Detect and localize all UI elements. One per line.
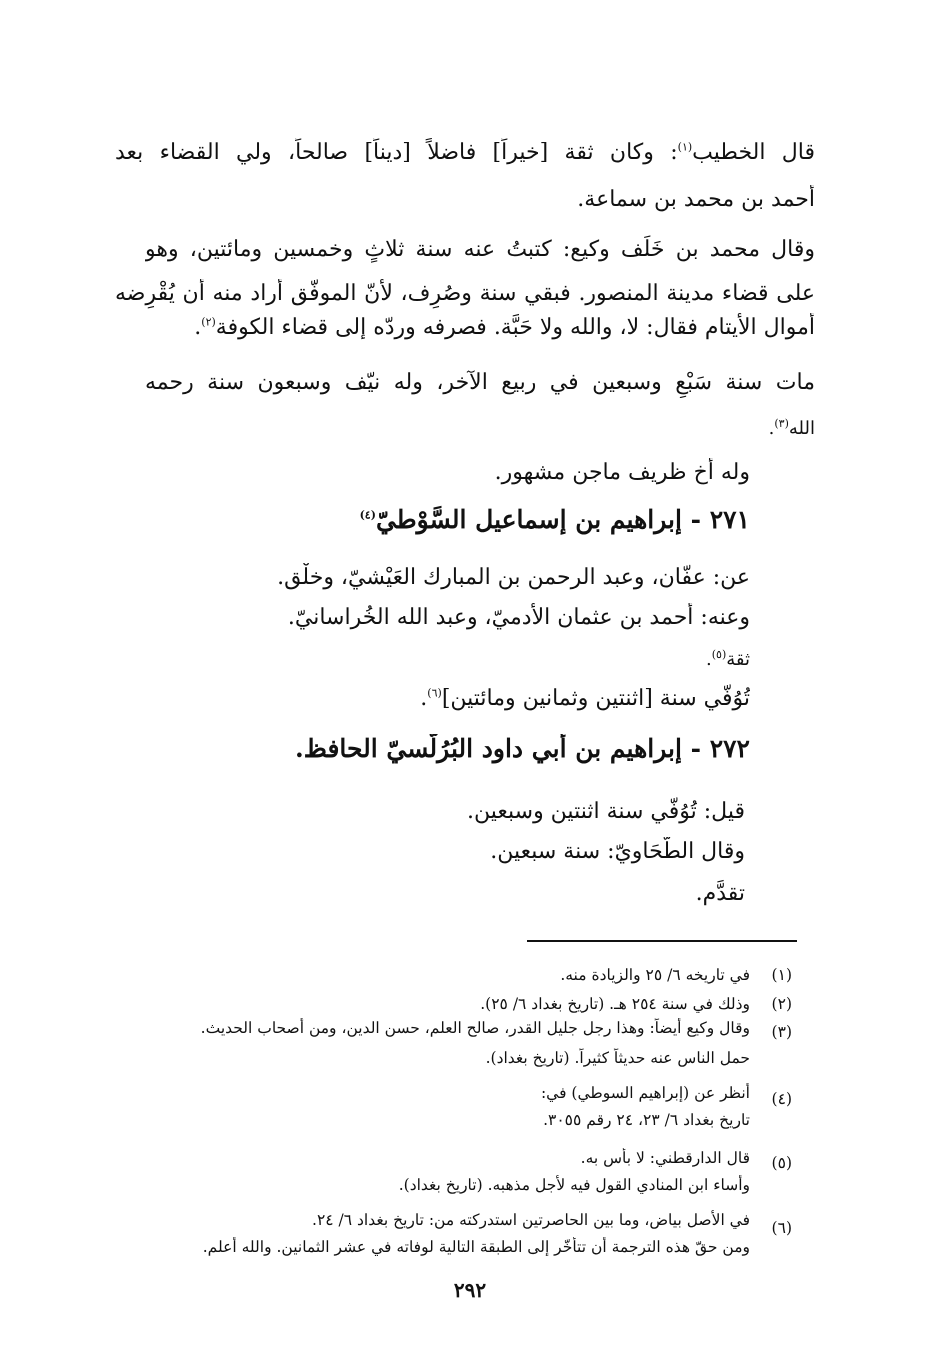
entry-line-text: تقدَّم. <box>695 881 745 906</box>
body-line <box>115 185 815 215</box>
body-line <box>145 368 815 398</box>
footnote-ref: (٤) <box>359 508 376 522</box>
footnote-number: (٥) <box>771 1154 792 1172</box>
body-line <box>115 279 815 309</box>
entry-line <box>50 563 750 593</box>
footnote-text: وقال وكيع أيضاً: وهذا رجل جليل القدر، صالح العلم، حسن الدين، ومن أصحاب الحديث. <box>200 1019 750 1037</box>
footnote-number: (٤) <box>771 1090 792 1108</box>
entry-heading-text: ٢٧٢ - إبراهيم بن أبي داود البُرُلُّسيّ الحافظ. <box>295 734 750 763</box>
entry-line-text: وقال الطَّحَاويّ: سنة سبعين. <box>490 839 745 864</box>
footnote-text: حمل الناس عنه حديثاً كثيراً. (تاريخ بغداد). <box>485 1049 750 1067</box>
entry-line-text: عن: عفّان، وعبد الرحمن بن المبارك العَيْشيّ، وخلْق. <box>277 565 750 590</box>
body-line-text: مات سنة سَبْعٍ وسبعين في ربيع الآخر، وله نيّف وسبعون سنة رحمه <box>145 370 815 395</box>
entry-line <box>50 684 750 714</box>
entry-line-rest: . <box>705 649 712 670</box>
footnote-separator <box>527 940 797 942</box>
footnote-text: وذلك في سنة ٢٥٤ هـ. (تاريخ بغداد ٦/ ٢٥). <box>480 995 750 1013</box>
entry-line-text: وعنه: أحمد بن عثمان الأدميّ، وعبد الله الخُراسانيّ. <box>287 605 750 630</box>
entry-heading-text: ٢٧١ - إبراهيم بن إسماعيل السَّوْطيّ <box>375 505 750 534</box>
footnote-ref: (١) <box>677 140 693 154</box>
footnote-text: ومن حقّ هذه الترجمة أن تتأخّر إلى الطبقة التالية لوفاته في عشر الثمانين. والله أعلم. <box>202 1238 750 1256</box>
body-line <box>145 235 815 265</box>
body-line-text: الله <box>788 418 815 439</box>
body-line-text: أحمد بن محمد بن سماعة. <box>577 187 815 212</box>
body-line <box>50 458 750 488</box>
body-line-text: وله أخ ظريف ماجن مشهور. <box>494 460 750 485</box>
footnote-text: أنظر عن (إبراهيم السوطي) في: <box>540 1084 750 1102</box>
entry-line <box>50 645 750 675</box>
footnote-text: في الأصل بياض، وما بين الحاصرتين استدركته من: تاريخ بغداد ٦/ ٢٤. <box>312 1211 750 1229</box>
entry-line <box>45 837 745 867</box>
body-line-text: وقال محمد بن خَلَف وكيع: كتبتُ عنه سنة ثلاثٍ وخمسين ومائتين، وهو <box>145 237 815 262</box>
body-line-text: قال الخطيب <box>692 140 815 165</box>
footnote-ref: (٦) <box>427 686 442 700</box>
body-line-rest: : وكان ثقة [خيراً] فاضلاً [ديناً] صالحاً، ولي القضاء بعد <box>115 140 678 165</box>
body-line-text: على قضاء مدينة المنصور. فبقي سنة وصُرِف، لأنّ الموفّق أراد منه أن يُقْرِضه <box>115 281 815 306</box>
entry-line <box>50 603 750 633</box>
footnote-text: تاريخ بغداد ٦/ ٢٣، ٢٤ رقم ٣٠٥٥. <box>543 1111 750 1129</box>
footnote-text: وأساء ابن المنادي القول فيه لأجل مذهبه. (تاريخ بغداد). <box>398 1176 750 1194</box>
footnote-number: (٣) <box>771 1023 792 1041</box>
body-line <box>115 414 815 444</box>
footnote-ref: (٣) <box>774 417 789 430</box>
body-line-rest: . <box>194 315 202 340</box>
entry-heading-271 <box>50 505 750 535</box>
page-number: ٢٩٢ <box>453 1278 487 1302</box>
footnote-number: (١) <box>771 966 792 984</box>
body-line-text: أموال الأيتام فقال: لا، والله ولا حَبَّة. فصرفه وردّه إلى قضاء الكوفة <box>215 315 815 340</box>
entry-line-text: ثقة <box>726 649 750 670</box>
footnote-text: قال الدارقطني: لا بأس به. <box>580 1149 750 1167</box>
footnote-text: في تاريخه ٦/ ٢٥ والزيادة منه. <box>560 966 750 984</box>
body-line <box>115 138 815 168</box>
footnote-ref: (٢) <box>201 315 216 329</box>
entry-line-text: تُوُفّي سنة [اثنتين وثمانين ومائتين] <box>441 686 750 711</box>
entry-line-text: قيل: تُوُفّي سنة اثنتين وسبعين. <box>467 799 745 824</box>
entry-heading-272 <box>50 734 750 764</box>
entry-line <box>45 797 745 827</box>
entry-line <box>45 879 745 909</box>
footnote-number: (٢) <box>771 995 792 1013</box>
body-line <box>115 313 815 343</box>
footnote-number: (٦) <box>771 1219 792 1237</box>
body-line-rest: . <box>768 418 775 439</box>
entry-line-rest: . <box>420 686 428 711</box>
footnote-ref: (٥) <box>711 648 727 661</box>
